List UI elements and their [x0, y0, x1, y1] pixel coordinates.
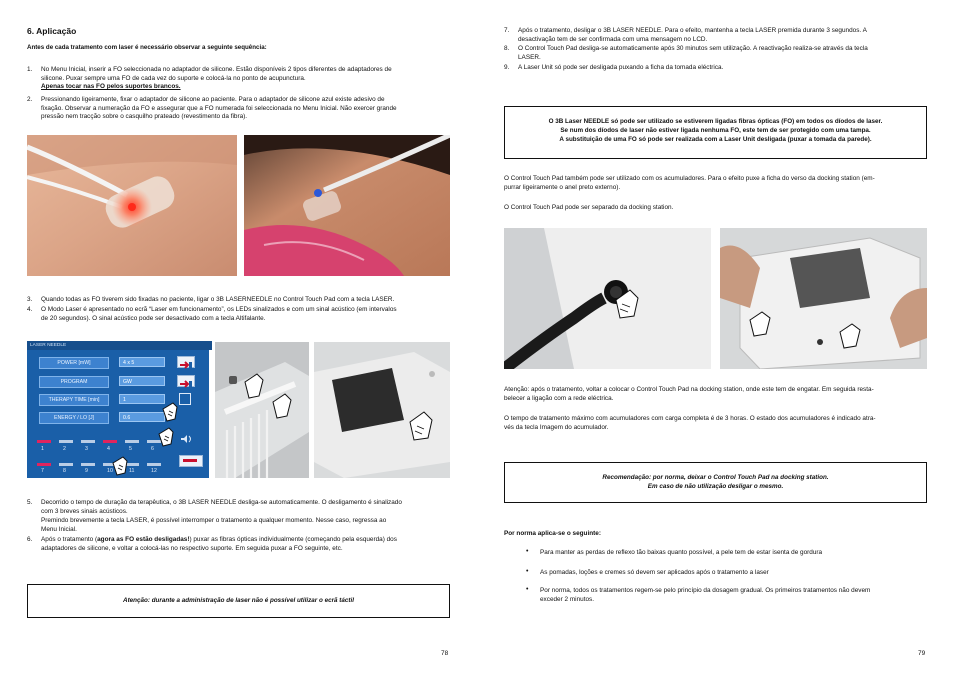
channel-led	[147, 463, 161, 466]
step-number: 7.	[504, 27, 510, 34]
therapy-time-value: 1	[119, 394, 165, 404]
recommendation-line-2: Em caso de não utilização desligar o mesmo.	[647, 483, 784, 490]
battery-time-line-2: vés da tecla Imagem do acumulador.	[504, 423, 609, 431]
step-4-line-1: O Modo Laser é apresentado no ecrã “Laser em funcionamento”, os LEDs sinalizados e com um sinal acústico (em intervalos	[41, 306, 397, 313]
step-5-line-4: Menu Inicial.	[41, 525, 77, 533]
fiber-holder-photo	[215, 342, 309, 478]
step-1-line-2: silicone. Puxar sempre uma FO de cada vez do suporte e colocá-la no ponto de acupunctura.	[41, 74, 306, 82]
power-value: 4 x 5	[119, 357, 165, 367]
channel-led	[103, 440, 117, 443]
shoulder-photo	[244, 135, 450, 276]
battery-para-line-1: O Control Touch Pad também pode ser utilizado com os acumuladores. Para o efeito puxe a ficha do verso da docking station (em-	[504, 175, 875, 182]
channel-number: 2	[63, 446, 66, 452]
channel-led	[59, 463, 73, 466]
attention-para-line-2: belecer a ligação com a rede eléctrica.	[504, 394, 614, 402]
channel-number: 6	[151, 446, 154, 452]
step-7-line-2: desactivação tem de ser confirmada com uma mensagem no LCD.	[518, 35, 708, 43]
channel-number: 12	[151, 468, 157, 474]
channel-led	[37, 463, 51, 466]
channel-number: 5	[129, 446, 132, 452]
bullet: •	[526, 548, 529, 555]
step-number: 6.	[27, 536, 33, 543]
program-button[interactable]: PROGRAM	[39, 376, 109, 388]
step-number: 4.	[27, 306, 33, 313]
safety-line-3: A substituição de uma FO só pode ser realizada com a Laser Unit desligada (puxar a tomada da parede).	[559, 136, 872, 143]
laser-key[interactable]	[179, 455, 203, 467]
norm-heading: Por norma aplica-se o seguinte:	[504, 530, 601, 537]
safety-line-1: O 3B Laser NEEDLE só pode ser utilizado se estiverem ligadas fibras ópticas (FO) em todos os díodos de laser.	[548, 118, 883, 125]
step-1-emphasis: Apenas tocar nas FO pelos suportes brancos.	[41, 83, 181, 90]
step-4-line-2: de 20 segundos). O sinal acústico pode ser desactivado com a tecla Altifalante.	[41, 314, 266, 322]
page-number: 78	[441, 650, 449, 657]
bullet: •	[526, 568, 529, 575]
warning-box	[27, 584, 450, 618]
channel-led	[81, 440, 95, 443]
program-value: GW	[119, 376, 165, 386]
step-2-line-2: fixação. Observar a numeração da FO e assegurar que a FO numerada foi seleccionada no Menu Inicial. Não exercer grande	[41, 104, 397, 112]
therapy-time-button[interactable]: THERAPY TIME [min]	[39, 394, 109, 406]
step-6-line-1: Após o tratamento (agora as FO estão desligadas!) puxar as fibras ópticas individualmente (começando pela esquerda) dos	[41, 536, 397, 543]
step-8-line-2: LASER.	[518, 53, 541, 61]
channel-number: 11	[129, 468, 135, 474]
section-heading: 6. Aplicação	[27, 26, 77, 36]
power-button[interactable]: POWER [mW]	[39, 357, 109, 369]
channel-led	[37, 440, 51, 443]
battery-time-line-1: O tempo de tratamento máximo com acumuladores com carga completa é de 3 horas. O estado dos acumuladores é indicado atra-	[504, 415, 876, 422]
step-5-line-2: com 3 breves sinais acústicos.	[41, 507, 128, 515]
step-number: 2.	[27, 96, 33, 103]
safety-box	[504, 106, 927, 159]
channel-number: 8	[63, 468, 66, 474]
intro-text: Antes de cada tratamento com laser é necessário observar a seguinte sequência:	[27, 44, 267, 51]
speaker-icon[interactable]	[179, 431, 193, 449]
laser-screen	[27, 341, 209, 478]
load-icon[interactable]	[177, 375, 195, 387]
recommendation-box	[504, 462, 927, 503]
bullet-2-line-1: As pomadas, loções e cremes só devem ser aplicados após o tratamento a laser	[540, 569, 769, 576]
docking-plug-photo	[504, 228, 711, 369]
step-2-line-1: Pressionando ligeiramente, fixar o adaptador de silicone ao paciente. Para o adaptador de silicone azul existe adesivo de	[41, 96, 385, 103]
step-number: 9.	[504, 64, 510, 71]
hand-pointer-icon	[111, 455, 133, 482]
step-9-line-1: A Laser Unit só pode ser desligada puxando a ficha da tomada eléctrica.	[518, 64, 724, 71]
bullet-3-line-1: Por norma, todos os tratamentos regem-se pelo princípio da dosagem gradual. Os primeiros tratamentos não devem	[540, 587, 871, 594]
recommendation-line-1: Recomendação: por norma, deixar o Control Touch Pad na docking station.	[602, 474, 829, 481]
screen-title: LASER NEEDLE	[27, 341, 212, 350]
battery-para-line-2: purrar ligeiramente o anel preto externo).	[504, 183, 621, 191]
remove-pad-photo	[720, 228, 927, 369]
step-2-line-3: pressão nem tracção sobre o casquilho prateado (revestimento da fibra).	[41, 113, 248, 120]
bullet-1-line-1: Para manter as perdas de reflexo tão baixas quanto possível, a pele tem de estar isenta de gordura	[540, 549, 823, 556]
energy-value: 0.6	[119, 412, 165, 422]
right-page	[477, 0, 954, 675]
step-7-line-1: Após o tratamento, desligar o 3B LASER NEEDLE. Para o efeito, mantenha a tecla LASER premida durante 3 segundos. A	[518, 27, 867, 34]
step-number: 5.	[27, 499, 33, 506]
channel-number: 10	[107, 468, 113, 474]
channel-number: 7	[41, 468, 44, 474]
channel-number: 9	[85, 468, 88, 474]
hand-pointer-icon	[157, 426, 177, 453]
energy-button[interactable]: ENERGY / LO [J]	[39, 412, 109, 424]
channel-number: 3	[85, 446, 88, 452]
safety-line-2: Se num dos díodos de laser não estiver ligada nenhuma FO, este tem de ser protegido com uma tampa.	[560, 127, 871, 134]
step-number: 1.	[27, 66, 33, 73]
save-icon[interactable]	[177, 356, 195, 368]
step-8-line-1: O Control Touch Pad desliga-se automaticamente após 30 minutos sem utilização. A reactivação realiza-se através da tecla	[518, 45, 868, 52]
step-number: 3.	[27, 296, 33, 303]
channel-led	[81, 463, 95, 466]
channel-led	[59, 440, 73, 443]
bullet-3-line-2: exceder 2 minutos.	[540, 595, 594, 603]
step-1-line-1: No Menu Inicial, inserir a FO seleccionada no adaptador de silicone. Estão disponíveis 2 tipos diferentes de adaptadores de	[41, 66, 392, 73]
page-number: 79	[918, 650, 926, 657]
adapter-photo	[27, 135, 237, 276]
step-5-line-1: Decorrido o tempo de duração da terapêutica, o 3B LASER NEEDLE desliga-se automaticamente. O desligamento é sinalizado	[41, 499, 402, 506]
warning-text: Atenção: durante a administração de laser não é possível utilizar o ecrã táctil	[123, 597, 354, 604]
touch-pad-photo	[314, 342, 450, 478]
step-number: 8.	[504, 45, 510, 52]
attention-para-line-1: Atenção: após o tratamento, voltar a colocar o Control Touch Pad na docking station, onde este tem de engatar. Em seguida resta-	[504, 386, 874, 393]
channel-number: 4	[107, 446, 110, 452]
step-6-line-2: adaptadores de silicone, e voltar a colocá-las no respectivo suporte. Em seguida puxar a FO seguinte, etc.	[41, 544, 343, 552]
channel-number: 1	[41, 446, 44, 452]
channel-led	[125, 440, 139, 443]
separate-para: O Control Touch Pad pode ser separado da docking station.	[504, 204, 674, 211]
step-5-line-3: Premindo brevemente a tecla LASER, é possível interromper o tratamento a qualquer momento. Nesse caso, regressa ao	[41, 517, 387, 524]
bullet: •	[526, 586, 529, 593]
hand-pointer-icon	[161, 401, 181, 428]
step-3-line-1: Quando todas as FO tiverem sido fixadas no paciente, ligar o 3B LASERNEEDLE no Control Touch Pad com a tecla LASER.	[41, 296, 395, 303]
